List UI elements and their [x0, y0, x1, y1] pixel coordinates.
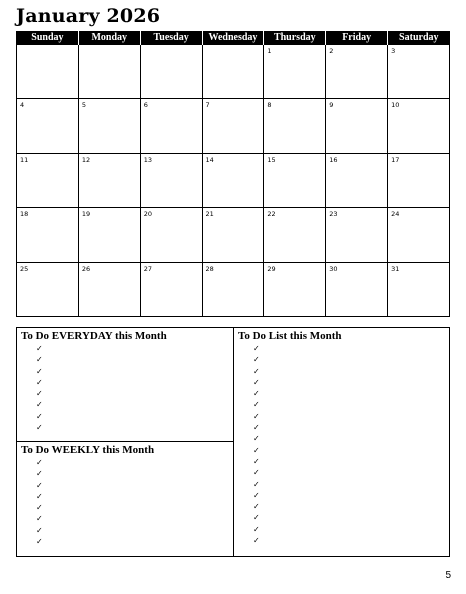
day-number: 5	[81, 101, 86, 110]
day-number: 2	[329, 47, 334, 55]
day-cell[interactable]	[326, 208, 388, 262]
day-cell[interactable]	[78, 208, 140, 262]
day-cell[interactable]	[388, 208, 450, 262]
day-cell[interactable]	[388, 262, 450, 316]
checkmark-icon[interactable]: ✓	[36, 400, 43, 410]
weekday-header-row	[17, 31, 450, 45]
checkmark-icon[interactable]: ✓	[253, 355, 260, 365]
day-number: 27	[143, 264, 152, 273]
todo-weekly-list	[17, 457, 233, 547]
checkmark-icon[interactable]: ✓	[253, 502, 260, 512]
day-number: 20	[143, 210, 152, 219]
day-cell[interactable]	[17, 262, 79, 316]
day-cell[interactable]	[140, 45, 202, 99]
day-number: 22	[267, 210, 276, 219]
checkmark-icon[interactable]: ✓	[36, 423, 43, 433]
day-number: 7	[205, 101, 210, 110]
weekday-thursday: Thursday	[264, 31, 326, 45]
checkmark-icon[interactable]: ✓	[36, 389, 43, 399]
day-cell[interactable]	[202, 262, 264, 316]
day-number: 10	[391, 101, 400, 110]
day-cell[interactable]	[202, 208, 264, 262]
day-number: 29	[267, 264, 276, 273]
checkmark-icon[interactable]: ✓	[253, 389, 260, 399]
day-number: 8	[267, 101, 272, 110]
day-number: 15	[267, 155, 276, 164]
todo-weekly-heading: To Do WEEKLY this Month	[21, 444, 155, 456]
day-cell[interactable]	[17, 45, 79, 99]
day-number: 12	[81, 155, 91, 164]
day-number: 31	[391, 264, 400, 273]
day-cell[interactable]	[264, 99, 326, 153]
todo-everyday-heading: To Do EVERYDAY this Month	[21, 330, 167, 342]
day-cell[interactable]	[202, 45, 264, 99]
day-number: 24	[391, 210, 400, 219]
day-number: 19	[81, 210, 91, 219]
checkmark-icon[interactable]: ✓	[36, 525, 43, 535]
day-cell[interactable]	[78, 99, 140, 153]
checkmark-icon[interactable]: ✓	[253, 456, 260, 466]
checkmark-icon[interactable]: ✓	[36, 411, 43, 421]
checkmark-icon[interactable]: ✓	[253, 411, 260, 421]
week-row	[17, 262, 450, 316]
todo-everyday-box	[17, 328, 233, 442]
day-cell[interactable]	[78, 153, 140, 207]
day-number: 13	[143, 155, 152, 164]
checkmark-icon[interactable]: ✓	[36, 366, 43, 376]
todo-list-box	[234, 328, 449, 556]
day-number	[17, 45, 78, 47]
day-cell[interactable]	[264, 262, 326, 316]
todo-section	[16, 327, 450, 557]
day-number: 6	[143, 101, 148, 110]
day-cell[interactable]	[202, 99, 264, 153]
checkmark-icon[interactable]: ✓	[253, 524, 260, 534]
checkmark-icon[interactable]: ✓	[253, 423, 260, 433]
checkmark-icon[interactable]: ✓	[36, 537, 43, 547]
day-cell[interactable]	[17, 208, 79, 262]
checkmark-icon[interactable]: ✓	[253, 377, 260, 387]
day-cell[interactable]	[326, 262, 388, 316]
checkmark-icon[interactable]: ✓	[36, 458, 43, 467]
day-number	[141, 45, 202, 47]
week-row	[17, 45, 450, 99]
page-number: 5	[445, 570, 451, 581]
day-cell[interactable]	[326, 45, 388, 99]
day-number: 28	[205, 264, 214, 273]
day-cell[interactable]	[264, 45, 326, 99]
checkmark-icon[interactable]: ✓	[36, 491, 43, 501]
checkmark-icon[interactable]: ✓	[36, 503, 43, 513]
day-number: 16	[329, 155, 338, 164]
todo-weekly-box	[17, 442, 233, 556]
weekday-monday: Monday	[78, 31, 140, 45]
day-cell[interactable]	[78, 262, 140, 316]
day-number: 14	[205, 155, 214, 164]
month-calendar	[16, 31, 450, 317]
day-cell[interactable]	[140, 262, 202, 316]
day-cell[interactable]	[17, 99, 79, 153]
day-cell[interactable]	[326, 153, 388, 207]
todo-list-heading: To Do List this Month	[238, 330, 342, 342]
checkmark-icon[interactable]: ✓	[253, 513, 260, 523]
day-cell[interactable]	[388, 153, 450, 207]
weekday-tuesday: Tuesday	[140, 31, 202, 45]
day-number	[203, 45, 264, 47]
day-number	[79, 45, 140, 47]
day-cell[interactable]	[17, 153, 79, 207]
week-row	[17, 153, 450, 207]
day-number: 4	[20, 101, 25, 110]
checkmark-icon[interactable]: ✓	[253, 536, 260, 546]
weekday-wednesday: Wednesday	[202, 31, 264, 45]
checkmark-icon[interactable]: ✓	[36, 377, 43, 387]
week-row	[17, 99, 450, 153]
day-cell[interactable]	[140, 99, 202, 153]
day-cell[interactable]	[78, 45, 140, 99]
month-title: January 2026	[16, 5, 161, 27]
weekday-saturday: Saturday	[388, 31, 450, 45]
day-cell[interactable]	[326, 99, 388, 153]
checkmark-icon[interactable]: ✓	[36, 344, 43, 353]
weekday-sunday: Sunday	[17, 31, 79, 45]
day-cell[interactable]	[140, 153, 202, 207]
checkmark-icon[interactable]: ✓	[253, 344, 260, 353]
day-cell[interactable]	[264, 153, 326, 207]
checkmark-icon[interactable]: ✓	[253, 434, 260, 444]
day-number: 9	[329, 101, 334, 110]
checkmark-icon[interactable]: ✓	[36, 469, 43, 479]
checkmark-icon[interactable]: ✓	[253, 490, 260, 500]
day-number: 3	[391, 47, 396, 55]
week-row	[17, 208, 450, 262]
checkmark-icon[interactable]: ✓	[253, 468, 260, 478]
day-cell[interactable]	[388, 99, 450, 153]
checkmark-icon[interactable]: ✓	[253, 366, 260, 376]
checkmark-icon[interactable]: ✓	[253, 445, 260, 455]
day-number: 25	[20, 264, 29, 273]
day-cell[interactable]	[140, 208, 202, 262]
day-number: 21	[205, 210, 214, 219]
todo-everyday-list	[17, 343, 233, 433]
day-number: 26	[81, 264, 91, 273]
day-cell[interactable]	[264, 208, 326, 262]
day-number: 11	[20, 155, 29, 164]
checkmark-icon[interactable]: ✓	[253, 479, 260, 489]
checkmark-icon[interactable]: ✓	[36, 355, 43, 365]
day-number: 17	[391, 155, 400, 164]
todo-list-items	[234, 343, 449, 546]
checkmark-icon[interactable]: ✓	[36, 514, 43, 524]
day-number: 1	[267, 47, 272, 55]
day-number: 30	[329, 264, 338, 273]
checkmark-icon[interactable]: ✓	[253, 400, 260, 410]
day-cell[interactable]	[388, 45, 450, 99]
day-number: 18	[20, 210, 29, 219]
day-number: 23	[329, 210, 338, 219]
weekday-friday: Friday	[326, 31, 388, 45]
checkmark-icon[interactable]: ✓	[36, 480, 43, 490]
day-cell[interactable]	[202, 153, 264, 207]
todo-left-panel	[17, 328, 234, 556]
